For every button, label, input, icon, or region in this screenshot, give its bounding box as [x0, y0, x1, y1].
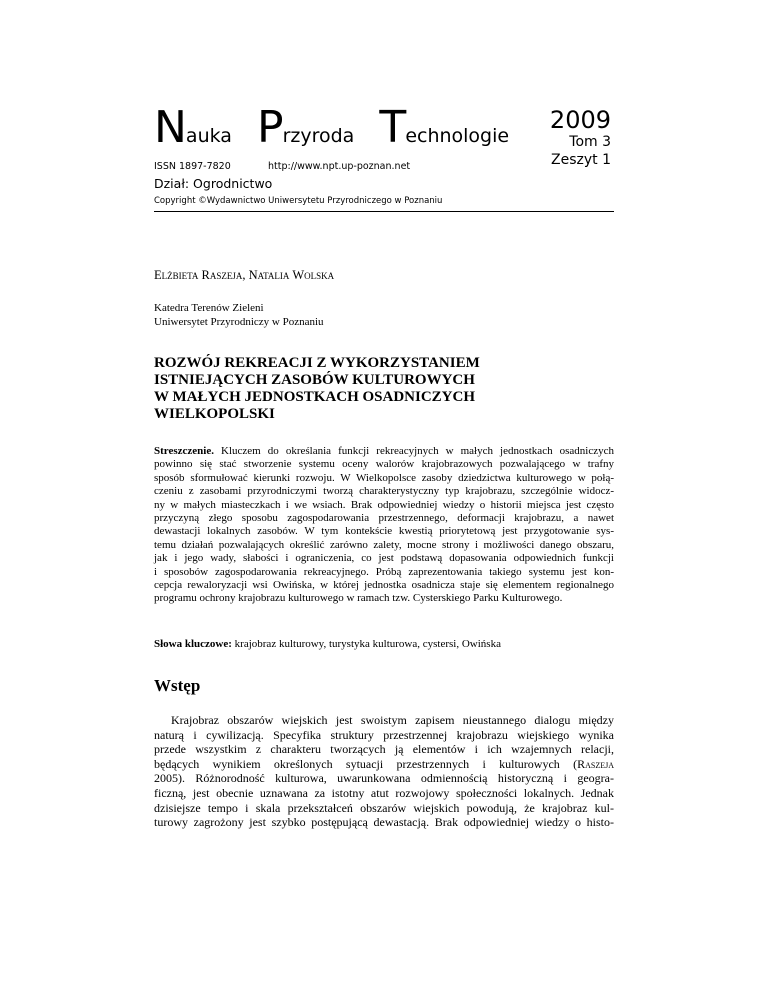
body-line: 2005). Różnorodność kulturowa, uwarunkowana odmiennością historyczną i geogra-: [154, 771, 614, 786]
abstract-line: jak i jego wady, słabości i ograniczenia, co jest podstawą dopasowania odpowiednich funkcji: [154, 552, 614, 565]
abstract-line: przyczyną złego sposobu zagospodarowania przestrzennego, deformacji krajobrazu, a nawet: [154, 511, 614, 524]
abstract-line: czeniu z zasobami przyrodniczymi tworzą charakterystyczny typ krajobrazu, szczególnie widocz-: [154, 485, 614, 498]
keywords: [154, 638, 501, 650]
abstract-line: Streszczenie. Kluczem do określania funkcji rekreacyjnych w małych jednostkach osadniczych: [154, 445, 614, 457]
journal-title-word-technologie: Technologie: [379, 102, 510, 153]
affiliation-university: Uniwersytet Przyrodniczy w Poznaniu: [154, 316, 324, 328]
citation-author: Raszeja: [577, 756, 614, 771]
body-line: dzisiejsze tempo i skala przekształceń obszarów wiejskich powodują, że krajobraz kul-: [154, 800, 614, 815]
body-line: turowy zagrożony jest szybko postępującą dewastacją. Brak odpowiedniej wiedzy o histo-: [154, 815, 614, 830]
publication-year: 2009: [549, 106, 611, 134]
body-line: naturą i cywilizacją. Specyfika struktury przestrzennej krajobrazu wiejskiego wynika: [154, 727, 614, 742]
body-line: ficzną, jest obecnie uznawana za istotny atut rozwojowy społeczności lokalnych. Jednak: [154, 785, 614, 800]
header-divider: [154, 211, 614, 212]
paper-title-line: ROZWÓJ REKREACJI Z WYKORZYSTANIEM: [154, 355, 480, 371]
journal-title-word-przyroda: Przyroda: [257, 102, 355, 153]
abstract-line: temu działań pozwalających określić zarówno zalety, mocne strony i możliwości danego obszaru,: [154, 538, 614, 551]
paper-title-line: ISTNIEJĄCYCH ZASOBÓW KULTUROWYCH: [154, 372, 475, 388]
abstract-line: dewastacji lokalnych zasobów. W tym kontekście kwestią priorytetową jest przygotowanie sys-: [154, 525, 614, 538]
keywords-value: krajobraz kulturowy, turystyka kulturowa, cystersi, Owińska: [231, 638, 501, 650]
paper-title-line: WIELKOPOLSKI: [154, 406, 275, 422]
body-line: Krajobraz obszarów wiejskich jest swoistym zapisem nieustannego dialogu między: [171, 713, 614, 727]
affiliation-department: Katedra Terenów Zieleni: [154, 302, 264, 314]
volume-label: Tom 3: [569, 134, 611, 150]
abstract: [154, 445, 614, 606]
abstract-line: cepcja rewaloryzacji wsi Owińska, w której jednostka osadnicza staje się elementem regionalnego: [154, 578, 614, 591]
division-label: Dział: Ogrodnictwo: [154, 176, 273, 191]
paper-title-line: W MAŁYCH JEDNOSTKACH OSADNICZYCH: [154, 389, 476, 405]
journal-url: http://www.npt.up-poznan.net: [268, 161, 411, 172]
abstract-label: Streszczenie.: [154, 445, 214, 457]
section-heading: Wstęp: [154, 676, 201, 695]
issue-label: Zeszyt 1: [551, 152, 611, 168]
issn: ISSN 1897-7820: [154, 161, 231, 172]
journal-title: [154, 100, 529, 156]
abstract-line: programu ochrony krajobrazu kulturowego w ramach tzw. Cysterskiego Parku Kulturowego.: [154, 592, 563, 605]
authors: Elżbieta Raszeja, Natalia Wolska: [154, 268, 335, 282]
keywords-label: Słowa kluczowe:: [154, 638, 232, 650]
body-line: przede wszystkim z charakteru tworzących ją elementów i ich wzajemnych relacji,: [154, 742, 614, 757]
journal-title-word-nauka: Nauka: [154, 102, 232, 153]
copyright-notice: Copyright ©Wydawnictwo Uniwersytetu Przyrodniczego w Poznaniu: [154, 196, 443, 206]
abstract-line: i sposobów zagospodarowania rekreacyjnego. Próbą zaprezentowania takiego systemu jest kon-: [154, 565, 614, 578]
abstract-line: powinno się stać stworzenie systemu oceny walorów krajobrazowych pozwalającego w trafny: [154, 458, 614, 471]
body-line: będących wynikiem określonych sytuacji przestrzennych i kulturowych (Raszeja: [154, 756, 614, 771]
abstract-line: sposób sformułować kierunki rozwoju. W Wielkopolsce zasoby dziedzictwa kulturowego w połą-: [154, 471, 614, 484]
section-body: [154, 713, 614, 830]
abstract-line: ny w małych miasteczkach i we wsiach. Brak odpowiedniej wiedzy o historii miejsca jest często: [154, 498, 614, 511]
paper-title: [154, 355, 514, 423]
